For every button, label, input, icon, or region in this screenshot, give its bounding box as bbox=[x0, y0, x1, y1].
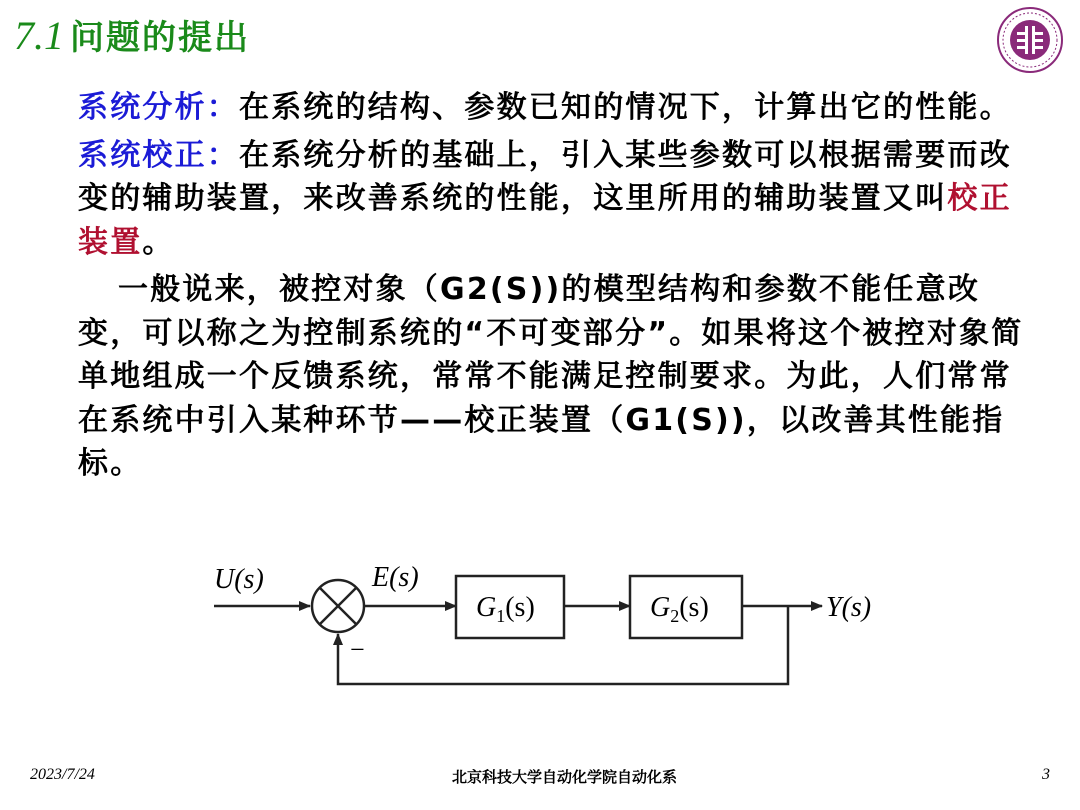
block-diagram bbox=[210, 552, 890, 697]
slide-title bbox=[14, 10, 250, 62]
input-label: U(s) bbox=[214, 564, 264, 595]
footer-organization: 北京科技大学自动化学院自动化系 bbox=[452, 768, 678, 786]
label-system-correction: 系统校正： bbox=[78, 137, 239, 173]
block-g2-label: $G_2(s)$ bbox=[650, 592, 709, 626]
paragraph-system-analysis bbox=[78, 86, 1028, 130]
text-period: 。 bbox=[142, 224, 175, 260]
paragraph-system-correction bbox=[78, 134, 1028, 265]
highlight-correction-device: 校正装置 bbox=[78, 181, 1012, 260]
slide-body bbox=[78, 86, 1028, 486]
text-system-correction: 在系统分析的基础上，引入某些参数可以根据需要而改变的辅助装置，来改善系统的性能，这里所用的辅助装置又叫 bbox=[78, 137, 1012, 216]
title-number: 7.1 bbox=[14, 13, 64, 58]
block-g1-label: $G_1(s)$ bbox=[476, 592, 535, 626]
university-logo-icon bbox=[996, 6, 1064, 74]
page-number: 3 bbox=[1042, 766, 1050, 783]
feedback-sign: − bbox=[350, 635, 365, 664]
footer-date: 2023/7/24 bbox=[30, 766, 95, 783]
summing-junction-icon bbox=[312, 580, 364, 632]
paragraph-general: 一般说来，被控对象（G2(S))的模型结构和参数不能任意改变，可以称之为控制系统的“不可变部分”。如果将这个被控对象简单地组成一个反馈系统，常常不能满足控制要求。为此，人们常常在系统中引入某种环节——校正装置（G1(S))，以改善其性能指标。 bbox=[78, 272, 1024, 481]
text-system-analysis: 在系统的结构、参数已知的情况下，计算出它的性能。 bbox=[239, 90, 1012, 125]
error-label: E(s) bbox=[372, 562, 419, 593]
output-label: Y(s) bbox=[826, 592, 872, 623]
title-text: 问题的提出 bbox=[70, 18, 250, 58]
label-system-analysis: 系统分析： bbox=[78, 90, 239, 125]
